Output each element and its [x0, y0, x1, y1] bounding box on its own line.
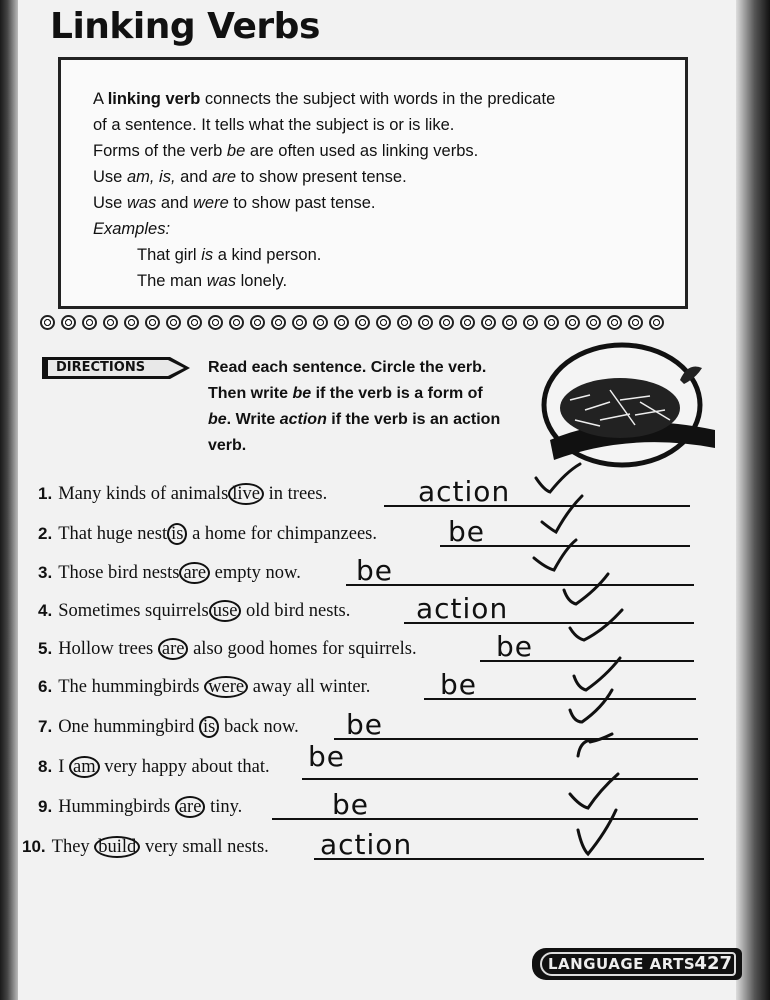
check-icon — [574, 658, 620, 690]
circled-verb[interactable]: is — [199, 716, 219, 738]
check-icon — [578, 734, 612, 756]
rule-box — [58, 57, 688, 309]
answer-blank[interactable] — [334, 708, 698, 741]
question-10: 10. They build very small nests. action — [0, 836, 720, 864]
rule-line-2: of a sentence. It tells what the subject is or is like. — [93, 116, 455, 134]
handwritten-answer: be — [346, 708, 383, 741]
page-number: 427 — [694, 953, 732, 974]
circled-verb[interactable]: are — [158, 638, 189, 660]
question-1: 1. Many kinds of animals live in trees. action — [0, 483, 720, 511]
directions-label: DIRECTIONS — [56, 360, 146, 375]
handwritten-answer: action — [320, 828, 413, 861]
page-edge-right — [736, 0, 770, 1000]
directions-tag — [42, 355, 192, 381]
circled-verb[interactable]: were — [204, 676, 248, 698]
check-icon — [536, 464, 580, 492]
circled-verb[interactable]: are — [175, 796, 206, 818]
question-4: 4. Sometimes squirrels use old bird nests. action — [0, 600, 720, 628]
question-2: 2. That huge nest is a home for chimpanzees. be — [0, 523, 720, 551]
rule-line-5: Use was and were to show past tense. — [93, 194, 376, 212]
handwritten-answer: action — [416, 592, 509, 625]
footer-subject: LANGUAGE ARTS — [548, 955, 696, 973]
examples-label: Examples: — [93, 220, 171, 238]
rule-line-4: Use am, is, and are to show present tense. — [93, 168, 407, 186]
directions-text: Read each sentence. Circle the verb. Then write be if the verb is a form of be. Write action if the verb is an action verb. — [208, 359, 501, 454]
handwritten-answer: be — [440, 668, 477, 701]
check-icon — [542, 496, 582, 532]
question-6: 6. The hummingbirds were away all winter. be — [0, 676, 720, 704]
check-icon — [564, 574, 608, 604]
handwritten-answer: action — [418, 475, 511, 508]
page-title: Linking Verbs — [50, 6, 320, 47]
question-8: 8. I am very happy about that. be — [0, 756, 720, 784]
page-footer — [532, 948, 742, 980]
check-icon — [534, 540, 576, 570]
bird-nest-illustration — [540, 340, 720, 470]
example-2: The man was lonely. — [137, 272, 288, 290]
check-icon — [570, 610, 622, 640]
circled-verb[interactable]: live — [228, 483, 264, 505]
question-9: 9. Hummingbirds are tiny. be — [0, 796, 720, 824]
handwritten-answer: be — [496, 630, 533, 663]
handwritten-answer: be — [332, 788, 369, 821]
question-5: 5. Hollow trees are also good homes for squirrels. be — [0, 638, 720, 666]
handwritten-answer: be — [356, 554, 393, 587]
circled-verb[interactable]: am — [69, 756, 100, 778]
question-3: 3. Those bird nests are empty now. be — [0, 562, 720, 590]
circled-verb[interactable]: are — [179, 562, 210, 584]
circled-verb[interactable]: is — [167, 523, 187, 545]
question-7: 7. One hummingbird is back now. be — [0, 716, 720, 744]
example-1: That girl is a kind person. — [137, 246, 322, 264]
decorative-dot-border — [40, 315, 690, 335]
rule-line-3: Forms of the verb be are often used as linking verbs. — [93, 142, 479, 160]
handwritten-answer: be — [308, 740, 345, 773]
circled-verb[interactable]: build — [94, 836, 140, 858]
rule-line-1: A linking verb connects the subject with words in the predicate — [93, 90, 556, 108]
check-icon — [570, 690, 612, 722]
circled-verb[interactable]: use — [209, 600, 242, 622]
answer-blank[interactable] — [314, 828, 704, 861]
checkmarks — [520, 460, 640, 860]
handwritten-answer: be — [448, 515, 485, 548]
check-icon — [570, 774, 618, 808]
check-icon — [578, 810, 616, 854]
